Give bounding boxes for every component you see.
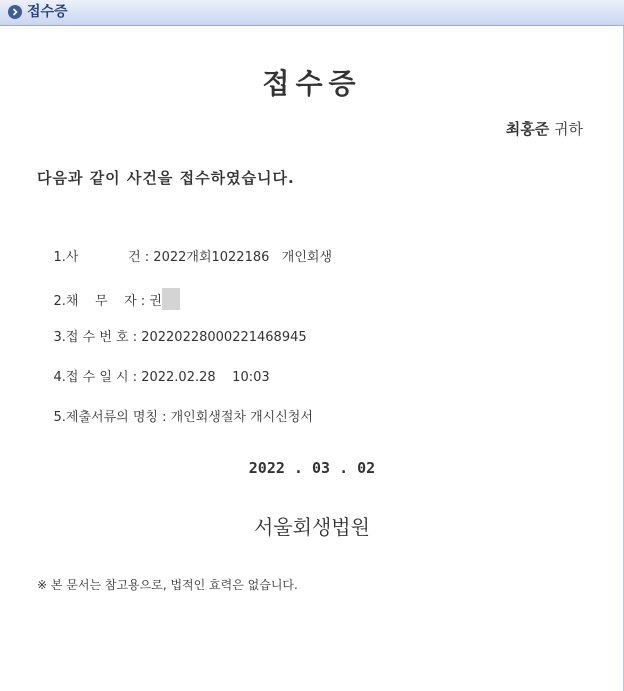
item-label: 3.접 수 번 호 : [53, 330, 142, 345]
item-label: 4.접 수 일 시 : [53, 370, 142, 385]
item-receipt-datetime [37, 348, 270, 385]
item-debtor [37, 268, 180, 309]
issue-date: 2022 . 03 . 02 [248, 459, 376, 477]
item-label: 1.사 건 : [53, 250, 154, 265]
item-value: 20220228000221468945 [141, 330, 307, 345]
disclaimer-notice: ※ 본 문서는 참고용으로, 법적인 효력은 없습니다. [37, 578, 298, 592]
recipient-name: 최홍준 [505, 120, 550, 138]
intro-text: 다음과 같이 사건을 접수하였습니다. [37, 169, 295, 187]
item-document-name [37, 388, 313, 425]
window-title: 접수증 [27, 4, 68, 20]
item-label: 5.제출서류의 명칭 : [53, 410, 171, 425]
recipient-suffix: 귀하 [554, 120, 583, 138]
window-titlebar [0, 0, 624, 26]
item-label: 2.채 무 자 : [53, 294, 150, 309]
item-value: 권 [149, 294, 162, 309]
redaction-block [162, 288, 180, 310]
chevron-right-icon [8, 5, 22, 19]
document-title: 접수증 [262, 67, 362, 100]
item-value: 개인회생절차 개시신청서 [170, 410, 313, 425]
item-value: 2022.02.28 10:03 [141, 370, 270, 385]
recipient [506, 118, 583, 139]
court-name: 서울회생법원 [254, 515, 370, 539]
item-receipt-number [37, 308, 307, 345]
item-value: 2022개회1022186 개인회생 [153, 250, 333, 265]
item-case [37, 228, 333, 265]
